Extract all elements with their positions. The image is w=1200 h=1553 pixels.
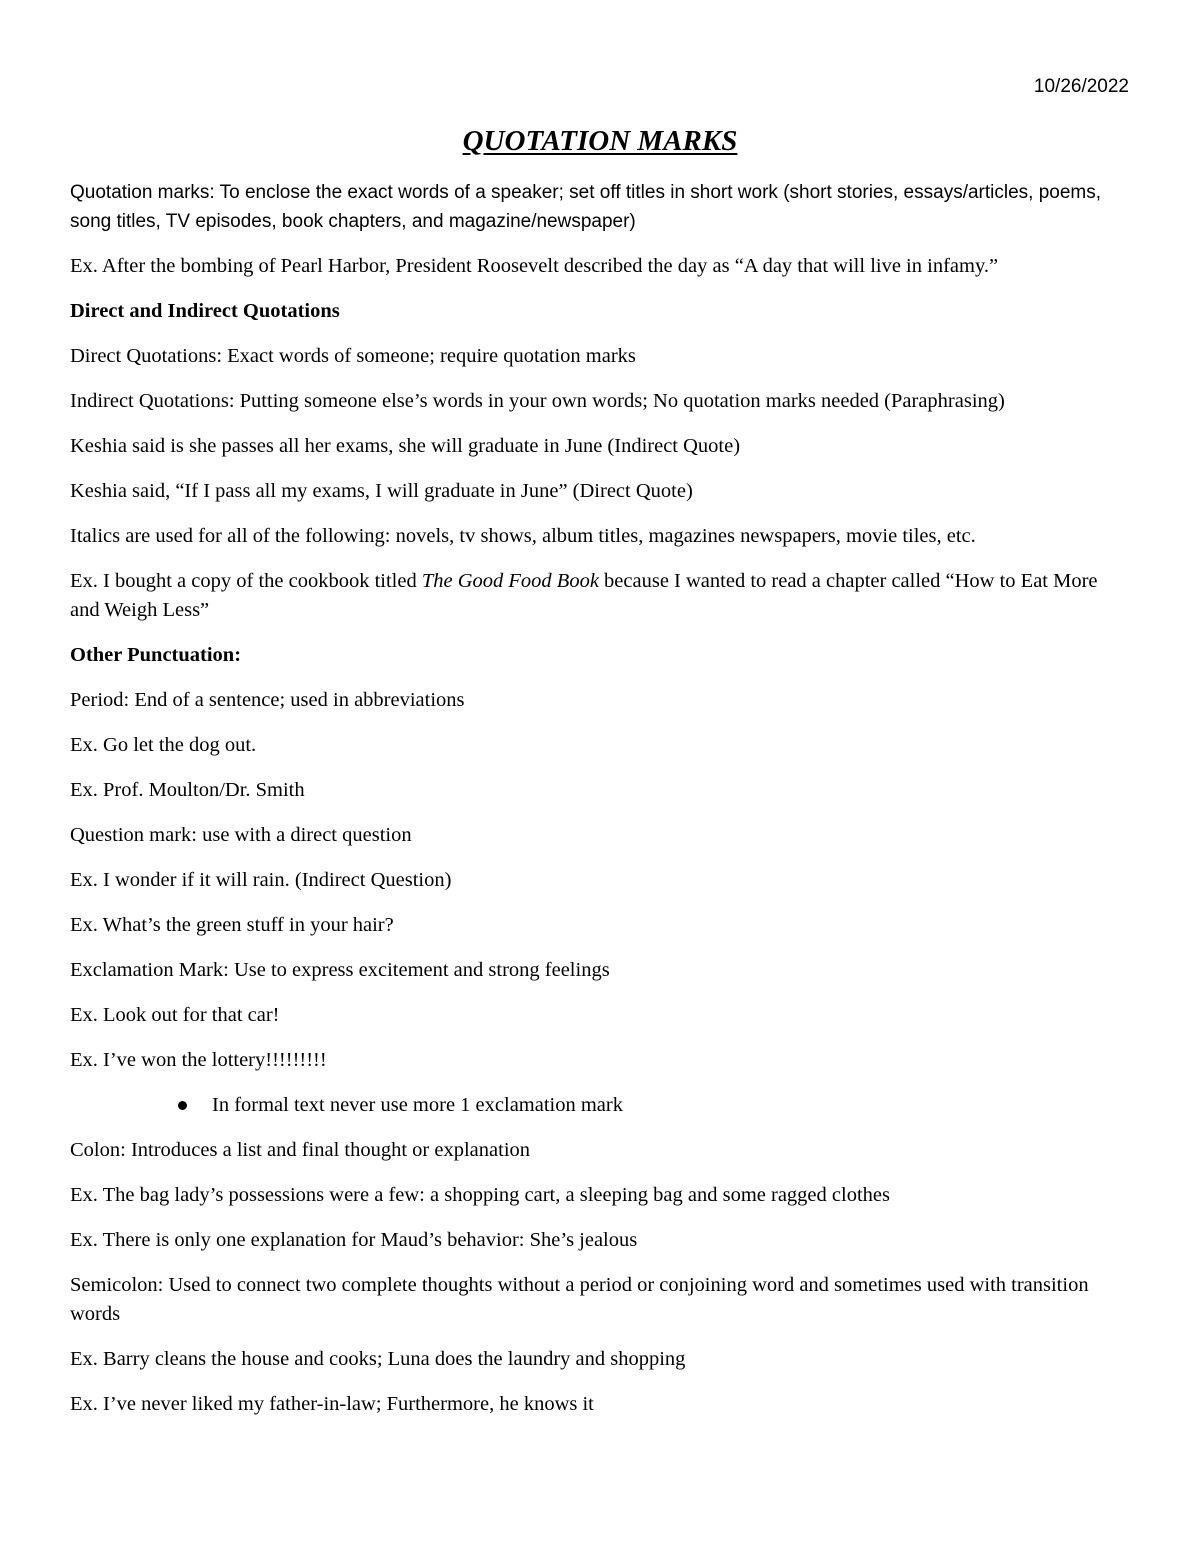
example-colon-2: Ex. There is only one explanation for Maud’s behavior: She’s jealous [70,1229,638,1251]
question-mark-definition: Question mark: use with a direct question [70,824,412,846]
example-cookbook [70,567,1130,625]
example-cookbook-title: The Good Food Book [421,570,599,592]
indirect-quotations-definition: Indirect Quotations: Putting someone else’s words in your own words; No quotation marks needed (Paraphrasing) [70,390,1005,412]
document-body [70,178,1130,1435]
example-pearl-harbor: Ex. After the bombing of Pearl Harbor, President Roosevelt described the day as “A day that will live in infamy.” [70,255,999,277]
period-definition: Period: End of a sentence; used in abbreviations [70,689,465,711]
document-date: 10/26/2022 [1033,76,1129,97]
example-exclamation-1: Ex. Look out for that car! [70,1004,280,1026]
example-period-1: Ex. Go let the dog out. [70,734,257,756]
italics-usage: Italics are used for all of the following: novels, tv shows, album titles, magazines newspapers, movie tiles, etc. [70,525,976,547]
example-direct-quote: Keshia said, “If I pass all my exams, I will graduate in June” (Direct Quote) [70,480,693,502]
example-indirect-quote: Keshia said is she passes all her exams, she will graduate in June (Indirect Quote) [70,435,741,457]
bullet-icon [178,1101,187,1110]
semicolon-definition: Semicolon: Used to connect two complete thoughts without a period or conjoining word and sometimes used with transition words [70,1274,1089,1325]
exclamation-mark-definition: Exclamation Mark: Use to express excitement and strong feelings [70,959,610,981]
example-period-2: Ex. Prof. Moulton/Dr. Smith [70,779,305,801]
page-title: QUOTATION MARKS [462,125,738,157]
example-semicolon-2: Ex. I’ve never liked my father-in-law; Furthermore, he knows it [70,1393,594,1415]
quotation-marks-definition: Quotation marks: To enclose the exact words of a speaker; set off titles in short work (short stories, essays/articles, poems, song titles, TV episodes, book chapters, and magazine/newspaper) [70,182,1102,232]
section-heading-other-punctuation: Other Punctuation: [70,644,242,666]
example-exclamation-2: Ex. I’ve won the lottery!!!!!!!!! [70,1049,327,1071]
example-cookbook-part-a: Ex. I bought a copy of the cookbook titled [70,570,422,592]
bullet-item [70,1091,1130,1120]
direct-quotations-definition: Direct Quotations: Exact words of someone; require quotation marks [70,345,636,367]
section-heading-direct-indirect: Direct and Indirect Quotations [70,300,340,322]
example-semicolon-1: Ex. Barry cleans the house and cooks; Luna does the laundry and shopping [70,1348,686,1370]
example-question-1: Ex. I wonder if it will rain. (Indirect Question) [70,869,452,891]
colon-definition: Colon: Introduces a list and final thought or explanation [70,1139,531,1161]
example-colon-1: Ex. The bag lady’s possessions were a few: a shopping cart, a sleeping bag and some ragged clothes [70,1184,890,1206]
example-question-2: Ex. What’s the green stuff in your hair? [70,914,394,936]
bullet-text: In formal text never use more 1 exclamation mark [212,1094,623,1116]
example-cookbook-part-b: because I wanted to read a chapter called “How to Eat More and Weigh Less” [70,570,1098,621]
